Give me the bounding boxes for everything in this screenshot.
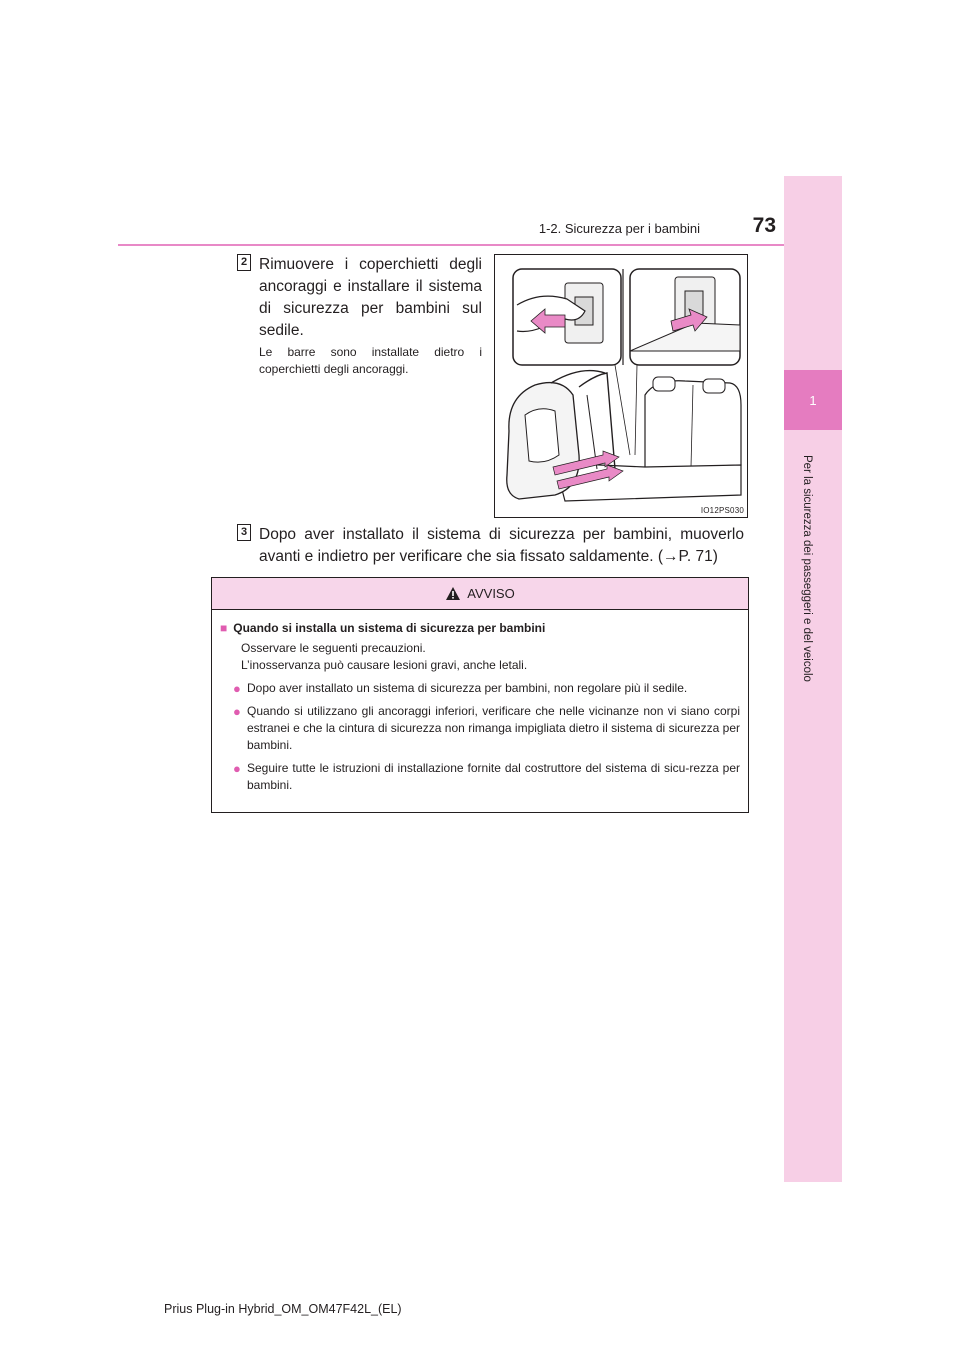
warning-intro-1: Osservare le seguenti precauzioni. [241,641,426,655]
section-title: 1-2. Sicurezza per i bambini [538,221,700,236]
warning-box [211,577,749,813]
warning-label: AVVISO [467,586,515,601]
bullet-dot-icon: ● [233,704,241,719]
step-2-note: Le barre sono installate dietro i coperchietti degli ancoraggi. [259,345,482,376]
warning-bullet-text: Seguire tutte le istruzioni di installazione fornite dal costruttore del sistema di sicu-rezza per bambini. [247,761,740,792]
footer-manual-id: Prius Plug-in Hybrid_OM_OM47F42L_(EL) [164,1302,402,1316]
warning-bullet-text: Dopo aver installato un sistema di sicurezza per bambini, non regolare più il sedile. [247,681,688,695]
step-3-text: Dopo aver installato il sistema di sicurezza per bambini, muoverlo avanti e indietro per verificare che sia fissato saldamente. (→P. 71) [259,526,744,565]
warning-title [220,620,740,637]
warning-bullet [220,680,740,697]
step-2-badge: 2 [237,254,251,271]
header-divider [118,244,784,246]
warning-bullet [220,760,740,794]
page-number: 73 [752,214,776,237]
square-bullet-icon: ■ [220,621,228,635]
warning-bullet-text: Quando si utilizzano gli ancoraggi inferiori, verificare che nelle vicinanze non vi siano corpi estranei e che la cintura di sicurezza non rimanga impigliata dietro il sistema di sicurezza per bambini. [247,704,740,752]
warning-title-text: Quando si installa un sistema di sicurezza per bambini [233,621,546,635]
bullet-dot-icon: ● [233,761,241,776]
illustration-id: IO12PS030 [700,506,744,515]
seat-anchor-drawing [495,255,747,517]
child-seat-illustration [494,254,748,518]
chapter-title: Per la sicurezza dei passeggeri e del veicolo [801,455,813,682]
bullet-dot-icon: ● [233,681,241,696]
step-3-badge: 3 [237,524,251,541]
chapter-number: 1 [809,392,817,408]
warning-header [212,578,748,610]
step-2-text: Rimuovere i coperchietti degli ancoraggi e installare il sistema di sicurezza per bambini sul sedile. [259,256,482,339]
warning-triangle-icon [445,586,461,601]
warning-intro-2: L’inosservanza può causare lesioni gravi, anche letali. [241,658,528,672]
chapter-number-tab[interactable] [784,370,842,430]
chapter-side-tab [784,176,842,1182]
warning-bullet [220,703,740,754]
